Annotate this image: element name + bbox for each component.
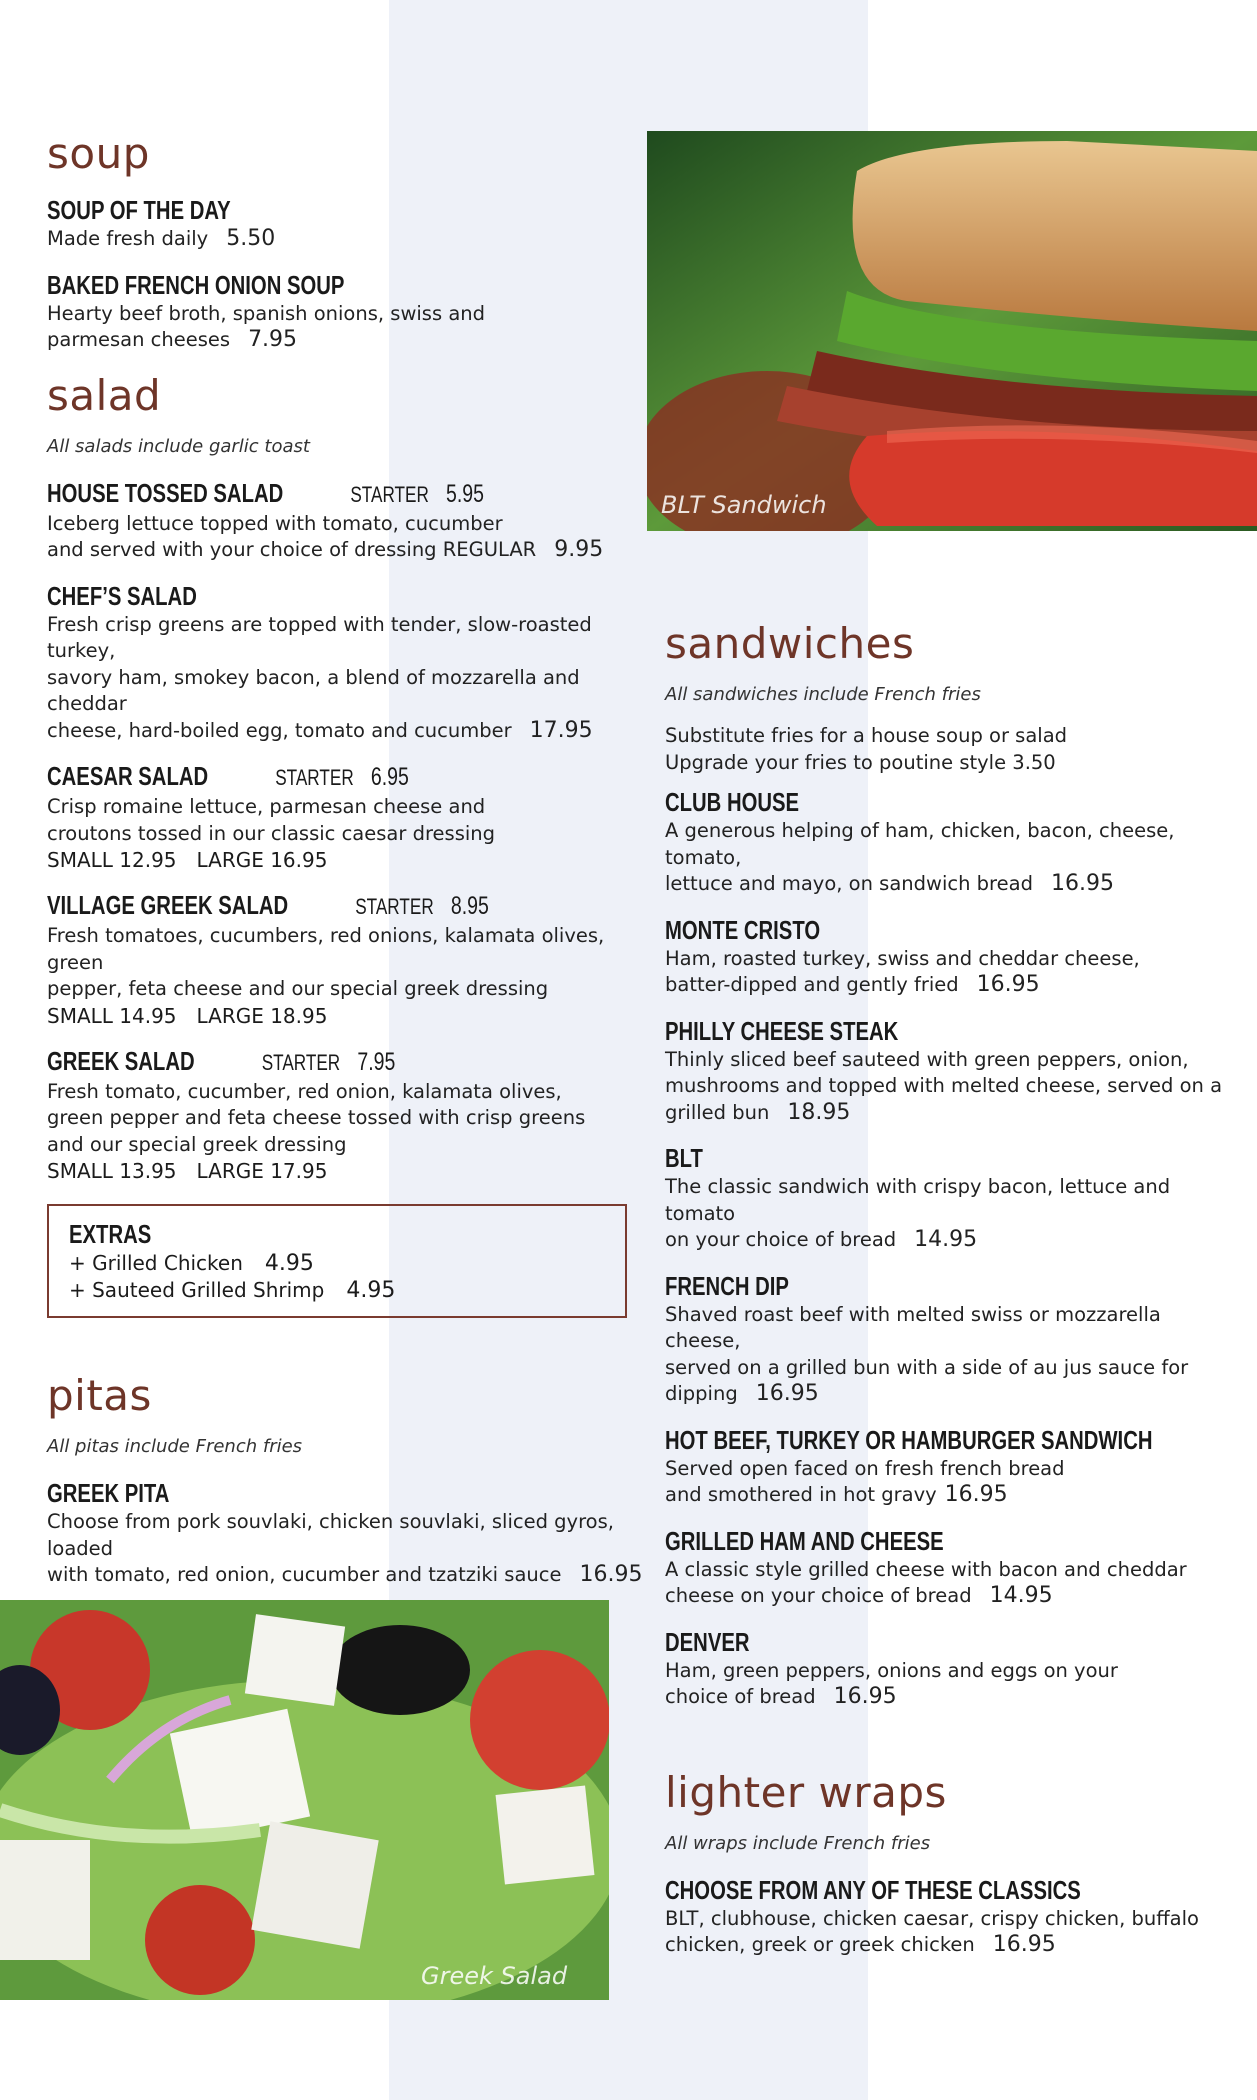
item-price: 14.95 [989,1583,1053,1608]
item-price: 18.95 [787,1099,851,1125]
item-desc: Iceberg lettuce topped with tomato, cucumber [47,511,503,535]
left-column [47,128,647,1605]
section-note: All pitas include French fries [47,1436,303,1457]
item-desc: savory ham, smokey bacon, a blend of mozzarella and cheddar [47,665,580,715]
item-desc: A generous helping of ham, chicken, bacon, cheese, tomato, [665,819,1175,869]
menu-item [47,889,647,1029]
item-price: 16.95 [755,1381,819,1406]
extras-item: + Sauteed Grilled Shrimp 4.95 [69,1278,396,1303]
section-title-wraps: lighter wraps [665,1767,947,1817]
item-desc: The classic sandwich with crispy bacon, lettuce and tomato [665,1175,1171,1225]
greek-salad-illustration [0,1600,609,2000]
item-desc: cheese, hard-boiled egg, tomato and cucumber 17.95 [47,717,593,743]
item-desc: lettuce and mayo, on sandwich bread 16.95 [665,871,1114,896]
item-name: PHILLY CHEESE STEAK [665,1015,899,1046]
item-desc: mushrooms and topped with melted cheese, served on a [665,1074,1223,1097]
section-title-soup: soup [47,129,150,178]
item-desc: Crisp romaine lettuce, parmesan cheese and [47,795,486,818]
menu-item [47,580,647,745]
item-desc: with tomato, red onion, cucumber and tzatziki sauce 16.95 [47,1562,643,1587]
section-title-sandwiches: sandwiches [665,619,915,668]
item-desc: Made fresh daily 5.50 [47,226,276,251]
menu-item [665,1874,1225,1959]
item-sizes: SMALL 14.95 LARGE 18.95 [47,1003,328,1028]
item-desc: batter-dipped and gently fried 16.95 [665,972,1040,997]
item-name: CHEF’S SALAD [47,580,197,611]
item-name: GREEK SALAD STARTER 7.95 [47,1045,396,1076]
blt-sandwich-illustration [647,131,1257,531]
extras-title: EXTRAS [69,1219,152,1249]
item-desc: Fresh tomato, cucumber, red onion, kalamata olives, [47,1079,562,1103]
item-desc: Hearty beef broth, spanish onions, swiss and [47,301,486,325]
item-desc: on your choice of bread 14.95 [665,1227,978,1252]
item-name: BAKED FRENCH ONION SOUP [47,269,345,300]
item-desc: parmesan cheeses 7.95 [47,327,298,352]
extras-item: + Grilled Chicken 4.95 [69,1251,314,1276]
menu-item [47,269,647,354]
item-desc: served on a grilled bun with a side of au jus sauce for [665,1355,1189,1379]
item-name: GREEK PITA [47,1478,170,1508]
item-name: VILLAGE GREEK SALAD STARTER 8.95 [47,890,489,920]
section-title-salad: salad [47,370,162,420]
item-desc: grilled bun 18.95 [665,1099,851,1125]
menu-item [665,786,1225,898]
item-price: 7.95 [248,327,298,352]
section-note: All sandwiches include French fries [665,684,981,705]
item-desc: Thinly sliced beef sauteed with green peppers, onion, [665,1047,1189,1071]
menu-item [47,194,647,253]
item-desc: and smothered in hot gravy 16.95 [665,1482,1008,1507]
item-price: 16.95 [833,1684,897,1709]
item-desc: choice of bread 16.95 [665,1684,897,1709]
item-desc: dipping 16.95 [665,1381,819,1406]
item-desc: Shaved roast beef with melted swiss or mozzarella cheese, [665,1302,1161,1352]
item-name: HOT BEEF, TURKEY OR HAMBURGER SANDWICH [665,1424,1153,1455]
menu-item [665,1626,1225,1711]
item-price: 16.95 [976,972,1040,997]
item-name: CHOOSE FROM ANY OF THESE CLASSICS [665,1874,1081,1905]
item-desc: A classic style grilled cheese with bacon and cheddar [665,1557,1187,1581]
item-desc: Choose from pork souvlaki, chicken souvlaki, sliced gyros, loaded [47,1510,614,1560]
item-desc: chicken, greek or greek chicken 16.95 [665,1932,1056,1957]
item-name: DENVER [665,1626,750,1657]
blt-caption: BLT Sandwich [661,491,827,519]
item-desc: Fresh crisp greens are topped with tender, slow-roasted turkey, [47,612,592,662]
blt-sandwich-photo [647,131,1257,531]
substitute-note: Substitute fries for a house soup or salad [665,724,1068,747]
item-price: 16.95 [579,1562,643,1587]
item-desc: and served with your choice of dressing REGULAR 9.95 [47,537,604,562]
item-desc: Served open faced on fresh french bread [665,1456,1065,1480]
menu-item [665,1525,1225,1610]
item-desc: Ham, roasted turkey, swiss and cheddar cheese, [665,946,1140,970]
item-price: 16.95 [1050,871,1114,896]
menu-item [47,477,647,564]
menu-item [47,1045,647,1185]
item-sizes: SMALL 12.95 LARGE 16.95 [47,848,328,872]
item-name: GRILLED HAM AND CHEESE [665,1525,944,1556]
menu-item [665,1015,1225,1127]
menu-item [665,1424,1225,1509]
greek-salad-caption: Greek Salad [421,1962,568,1990]
item-price: 16.95 [992,1932,1056,1957]
item-name: MONTE CRISTO [665,914,821,945]
item-name: HOUSE TOSSED SALAD STARTER 5.95 [47,477,484,508]
item-price: 14.95 [914,1227,978,1252]
section-note: All salads include garlic toast [47,435,310,457]
menu-item [665,914,1225,999]
menu-item [665,1270,1225,1408]
item-name: CLUB HOUSE [665,787,800,817]
item-desc: and our special greek dressing [47,1132,347,1156]
item-name: FRENCH DIP [665,1270,789,1301]
item-desc: green pepper and feta cheese tossed with crisp greens [47,1106,586,1129]
item-sizes: SMALL 13.95 LARGE 17.95 [47,1159,328,1183]
item-price: 16.95 [944,1482,1008,1507]
item-name: SOUP OF THE DAY [47,195,231,225]
extras-box [47,1204,627,1318]
item-desc: Fresh tomatoes, cucumbers, red onions, kalamata olives, green [47,924,605,974]
upgrade-note: Upgrade your fries to poutine style 3.50 [665,750,1056,774]
item-name: CAESAR SALAD STARTER 6.95 [47,761,409,791]
item-desc: cheese on your choice of bread 14.95 [665,1583,1053,1608]
menu-item [665,1142,1225,1254]
menu-item [47,1477,647,1589]
item-price: 9.95 [554,537,604,562]
item-price: 5.50 [226,226,276,251]
item-desc: croutons tossed in our classic caesar dressing [47,821,496,845]
item-name: BLT [665,1143,703,1173]
item-desc: Ham, green peppers, onions and eggs on your [665,1658,1118,1682]
right-column [665,618,1225,1975]
menu-item [47,760,647,873]
section-note: All wraps include French fries [665,1832,931,1854]
item-desc: BLT, clubhouse, chicken caesar, crispy chicken, buffalo [665,1906,1199,1930]
greek-salad-photo [0,1600,609,2000]
item-price: 17.95 [529,717,593,743]
section-title-pitas: pitas [47,1371,152,1420]
item-desc: pepper, feta cheese and our special greek dressing [47,977,549,1000]
